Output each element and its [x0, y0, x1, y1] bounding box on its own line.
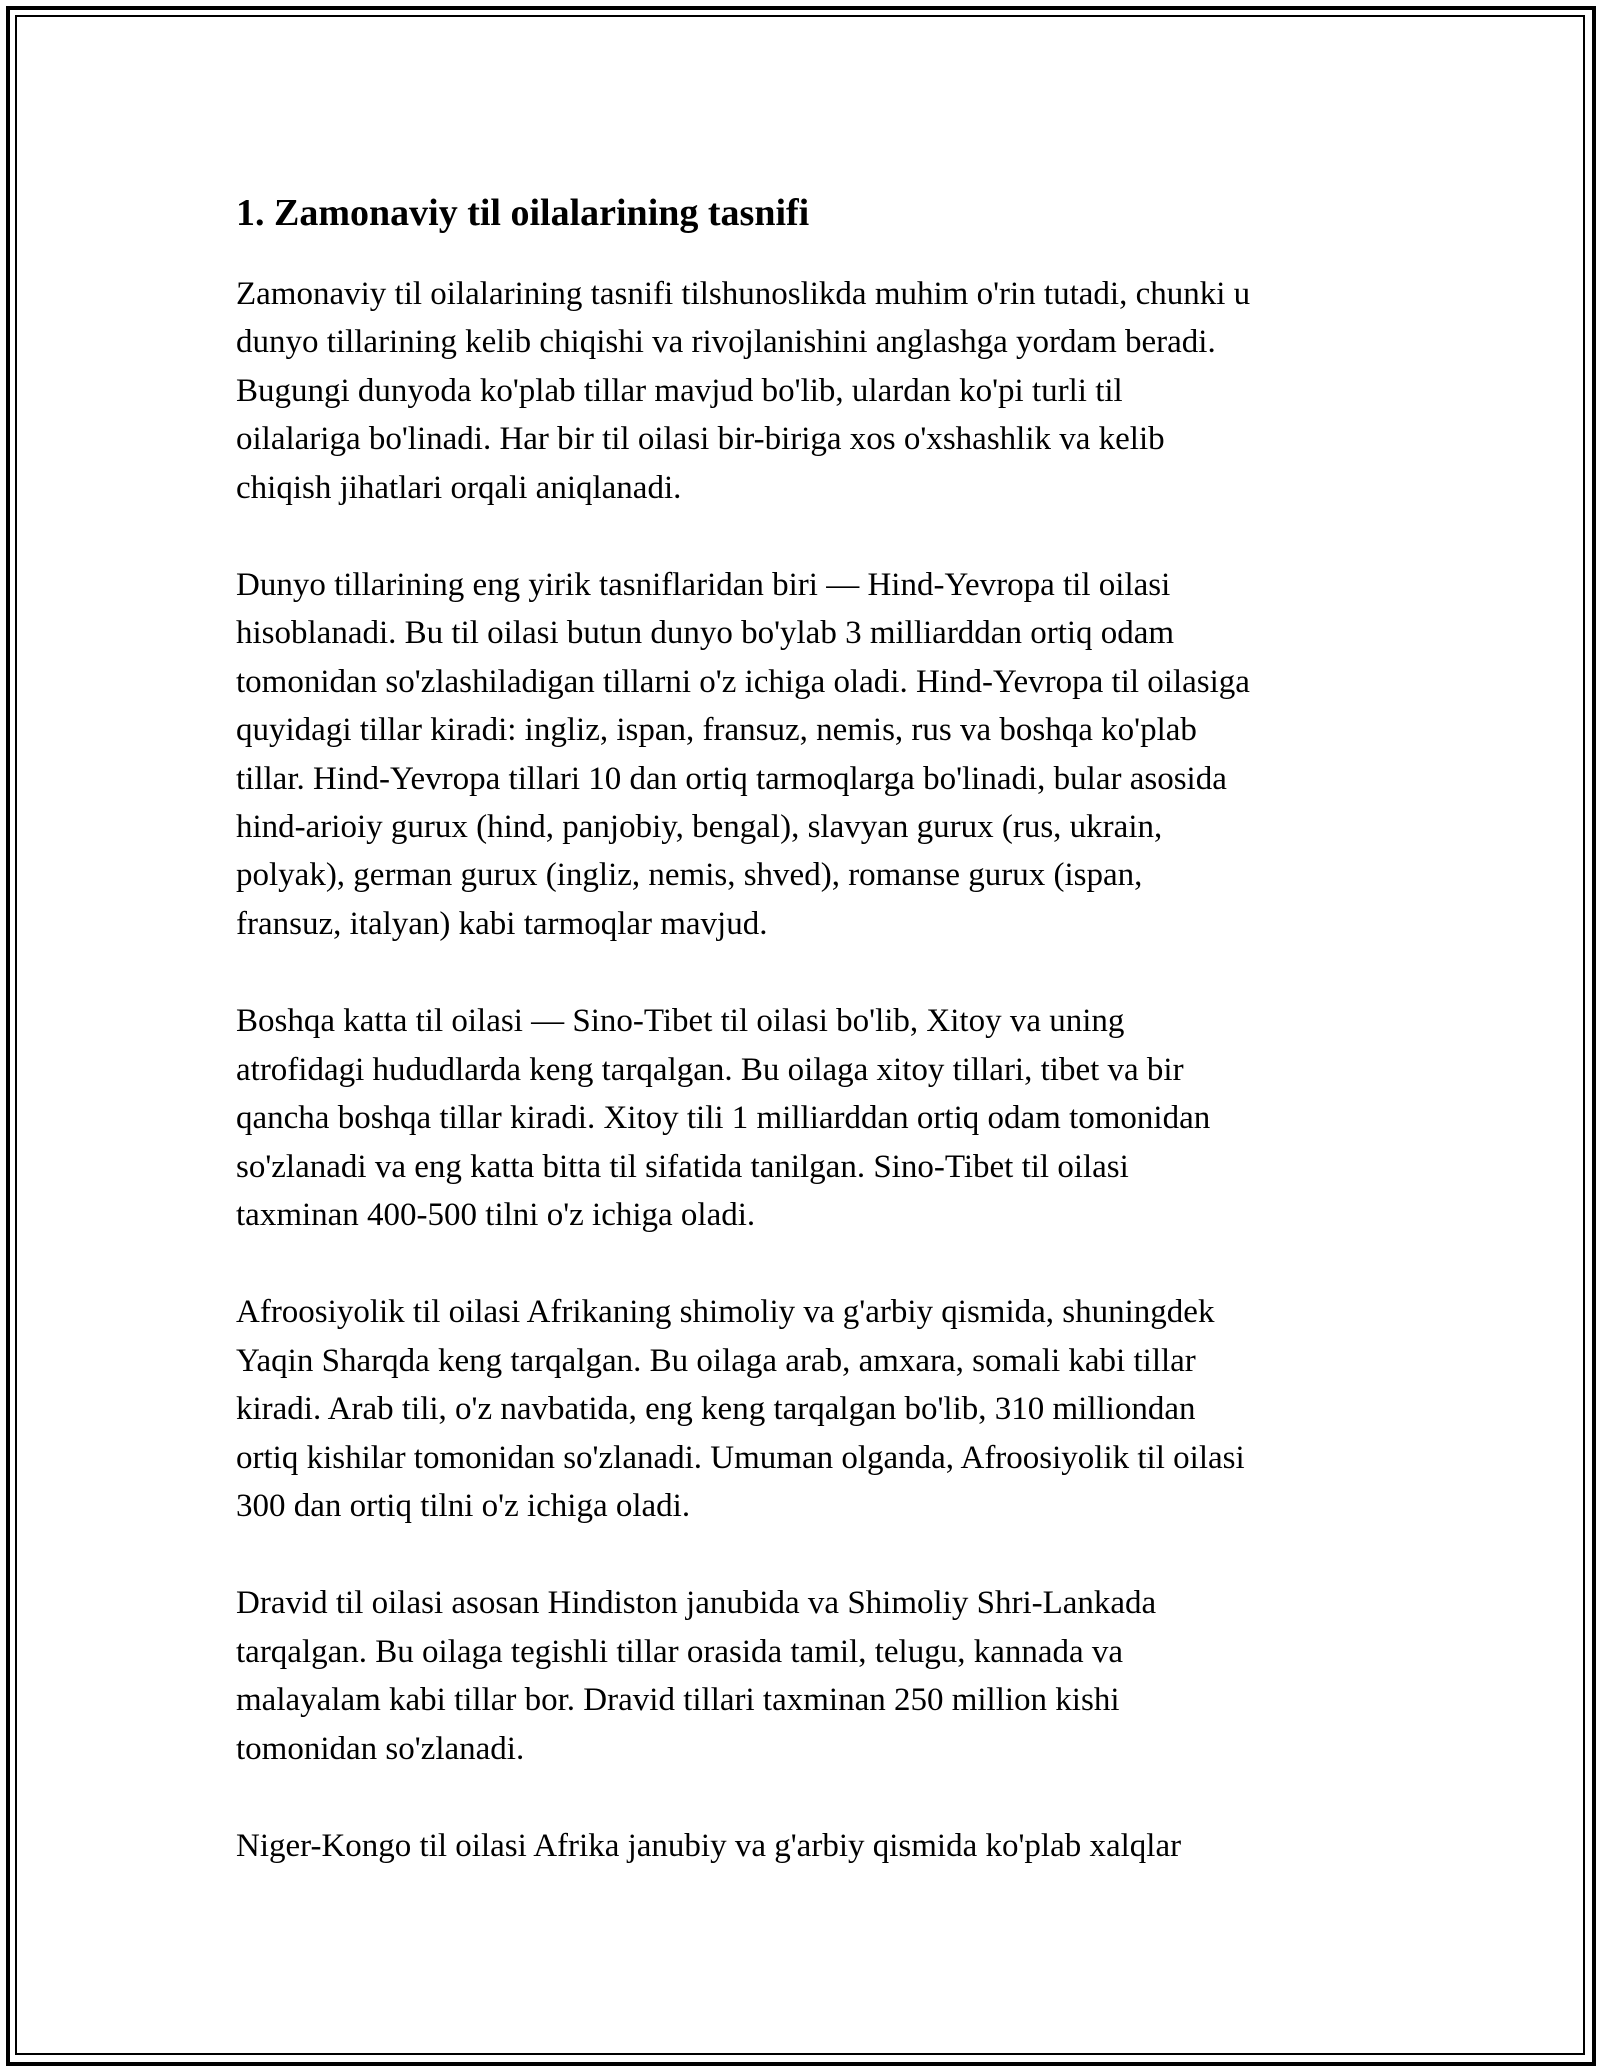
paragraph-intro: Zamonaviy til oilalarining tasnifi tilshunoslikda muhim o'rin tutadi, chunki u dunyo tillarining kelib chiqishi va rivojlanishini anglashga yordam beradi. Bugungi dunyoda ko'plab tillar mavjud bo'lib, ulardan ko'pi turli til oilalariga bo'linadi. Har bir til oilasi bir-biriga xos o'xshashlik va kelib chiqish jihatlari orqali aniqlanadi.: [236, 276, 1251, 506]
section-heading: 1. Zamonaviy til oilalarining tasnifi: [236, 192, 810, 234]
paragraph-afroasiatic: Afroosiyolik til oilasi Afrikaning shimoliy va g'arbiy qismida, shuningdek Yaqin Sharqda keng tarqalgan. Bu oilaga arab, amxara, somali kabi tillar kiradi. Arab tili, o'z navbatida, eng keng tarqalgan bo'lib, 310 milliondan ortiq kishilar tomonidan so'zlanadi. Umuman olganda, Afroosiyolik til oilasi 300 dan ortiq tilni o'z ichiga oladi.: [236, 1294, 1245, 1524]
paragraph-sino-tibetan: Boshqa katta til oilasi — Sino-Tibet til oilasi bo'lib, Xitoy va uning atrofidagi hududlarda keng tarqalgan. Bu oilaga xitoy tillari, tibet va bir qancha boshqa tillar kiradi. Xitoy tili 1 milliarddan ortiq odam tomonidan so'zlanadi va eng katta bitta til sifatida tanilgan. Sino-Tibet til oilasi taxminan 400-500 tilni o'z ichiga oladi.: [236, 1003, 1211, 1233]
paragraph-dravidian: Dravid til oilasi asosan Hindiston janubida va Shimoliy Shri-Lankada tarqalgan. Bu oilaga tegishli tillar orasida tamil, telugu, kannada va malayalam kabi tillar bor. Dravid tillari taxminan 250 million kishi tomonidan so'zlanadi.: [236, 1585, 1157, 1767]
paragraph-indo-european: Dunyo tillarining eng yirik tasniflaridan biri — Hind-Yevropa til oilasi hisoblanadi. Bu til oilasi butun dunyo bo'ylab 3 milliarddan ortiq odam tomonidan so'zlashiladigan tillarni o'z ichiga oladi. Hind-Yevropa til oilasiga quyidagi tillar kiradi: ingliz, ispan, fransuz, nemis, rus va boshqa ko'plab tillar. Hind-Yevropa tillari 10 dan ortiq tarmoqlarga bo'linadi, bular asosida hind-arioiy gurux (hind, panjobiy, bengal), slavyan gurux (rus, ukrain, polyak), german gurux (ingliz, nemis, shved), romanse gurux (ispan, fransuz, italyan) kabi tarmoqlar mavjud.: [236, 567, 1250, 942]
paragraph-niger-congo: Niger-Kongo til oilasi Afrika janubiy va g'arbiy qismida ko'plab xalqlar: [236, 1827, 1182, 1864]
document-body: [236, 188, 1376, 1919]
